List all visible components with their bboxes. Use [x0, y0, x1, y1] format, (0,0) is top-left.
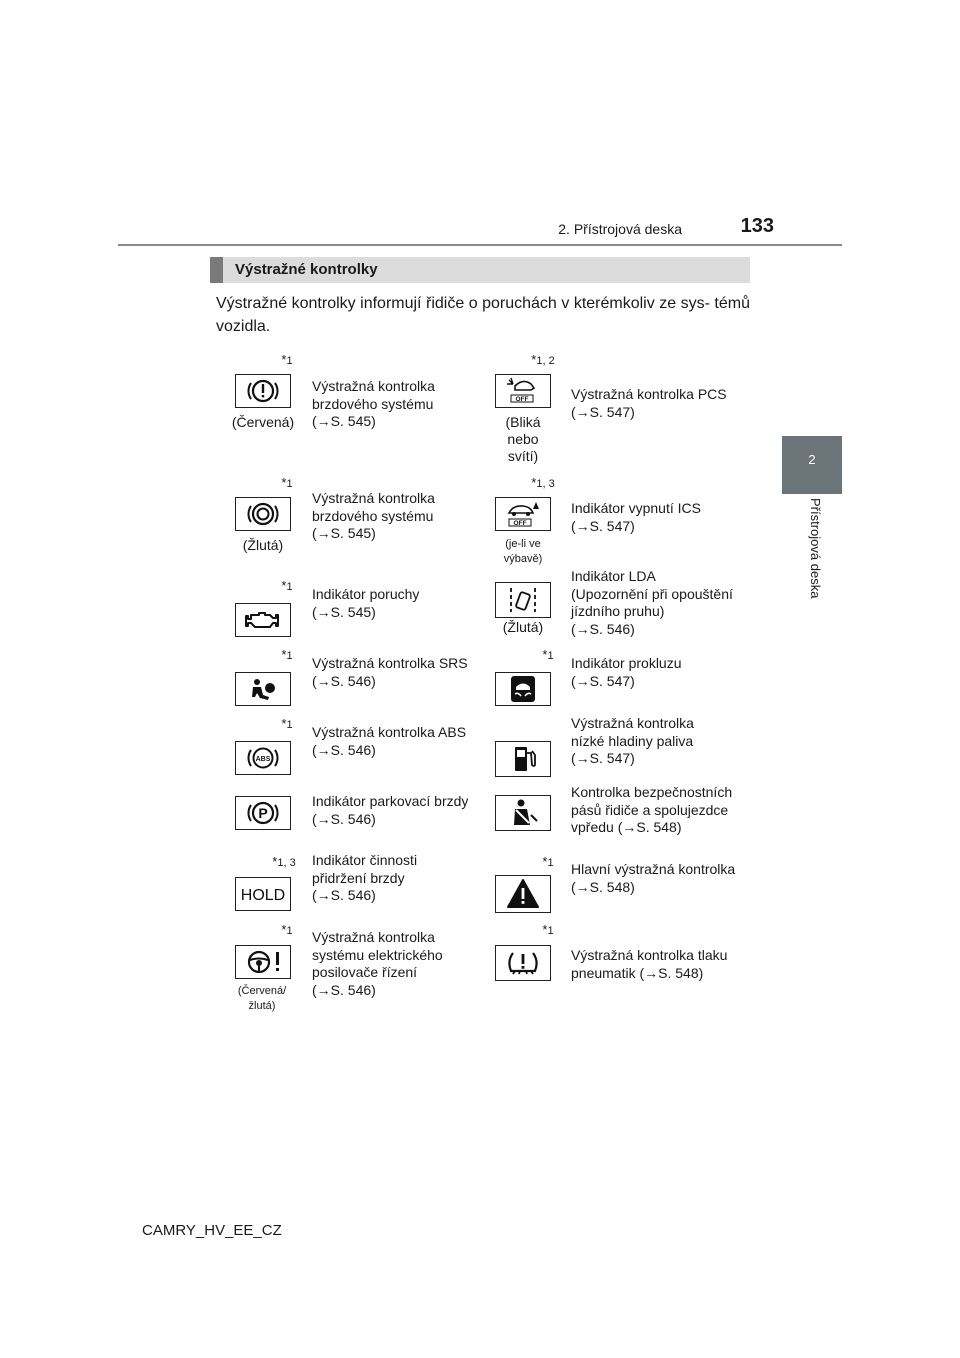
seatbelt-icon — [495, 795, 551, 831]
indicator-description: Indikátor poruchy (→S. 545) — [312, 586, 420, 620]
fuel-low-icon — [495, 741, 551, 777]
indicator-description: Indikátor vypnutí ICS (→S. 547) — [571, 500, 701, 534]
abs-icon — [235, 741, 291, 775]
svg-text:P: P — [258, 805, 268, 821]
lda-icon — [495, 582, 551, 618]
footnote-marker: *1, 2 — [531, 352, 555, 367]
section-title: Výstražné kontrolky — [235, 261, 378, 278]
svg-text:OFF: OFF — [513, 520, 527, 527]
indicator-description: Výstražná kontrolka nízké hladiny paliva (→S. 547) — [571, 715, 694, 766]
svg-text:HOLD: HOLD — [240, 887, 286, 904]
tire-pressure-icon — [495, 945, 551, 981]
svg-text:OFF: OFF — [515, 396, 529, 403]
footnote-marker: *1 — [281, 578, 293, 593]
indicator-description: Výstražná kontrolka SRS (→S. 546) — [312, 655, 468, 689]
footnote-marker: *1 — [281, 647, 293, 662]
indicator-description: Indikátor parkovací brzdy (→S. 546) — [312, 793, 469, 827]
indicator-description: Výstražná kontrolka brzdového systému (→S. 545) — [312, 490, 435, 541]
ics-off-icon — [495, 497, 551, 531]
indicator-description: Indikátor prokluzu (→S. 547) — [571, 655, 682, 689]
footnote-marker: *1, 3 — [272, 854, 296, 869]
brake-warning-circle-icon — [235, 374, 291, 408]
footnote-marker: *1 — [542, 647, 554, 662]
footnote-marker: *1 — [281, 922, 293, 937]
icon-caption: (Bliká nebo svítí) — [505, 414, 541, 464]
svg-text:ABS: ABS — [255, 756, 271, 763]
footnote-marker: *1 — [542, 854, 554, 869]
chapter-tab-number: 2 — [808, 452, 816, 467]
indicator-description: Výstražná kontrolka brzdového systému (→S. 545) — [312, 378, 435, 429]
section-header — [210, 257, 750, 283]
footnote-marker: *1 — [281, 352, 293, 367]
footnote-marker: *1 — [281, 716, 293, 731]
power-steering-icon — [235, 945, 291, 979]
indicator-description: Výstražná kontrolka PCS (→S. 547) — [571, 386, 727, 420]
icon-caption: (Červená) — [231, 414, 295, 430]
indicator-description: Indikátor činnosti přidržení brzdy (→S. 546) — [312, 852, 418, 903]
indicator-description: Hlavní výstražná kontrolka (→S. 548) — [571, 861, 736, 895]
indicator-description: Kontrolka bezpečnostních pásů řidiče a spolujezdce vpředu (→S. 548) — [571, 784, 733, 835]
brake-system-circle-icon — [235, 497, 291, 531]
icon-caption: (Žlutá) — [502, 619, 544, 635]
footnote-marker: *1, 3 — [531, 475, 555, 490]
indicator-description: Výstražná kontrolka systému elektrického posilovače řízení (→S. 546) — [312, 929, 443, 998]
hold-icon — [235, 877, 291, 911]
parking-brake-icon — [235, 796, 291, 830]
pcs-off-icon — [495, 374, 551, 408]
indicator-description: Výstražná kontrolka tlaku pneumatik (→S. 548) — [571, 947, 728, 981]
indicator-description: Výstražná kontrolka ABS (→S. 546) — [312, 724, 467, 758]
header-divider — [118, 244, 842, 246]
icon-caption: (Červená/ žlutá) — [237, 985, 287, 1012]
chapter-title: 2. Přístrojová deska — [558, 221, 682, 237]
footnote-marker: *1 — [542, 922, 554, 937]
footnote-marker: *1 — [281, 475, 293, 490]
icon-caption: (Žlutá) — [242, 537, 284, 553]
master-warning-icon — [495, 875, 551, 913]
chapter-tab-label: Přístrojová deska — [808, 498, 823, 599]
indicator-description: Indikátor LDA (Upozornění při opouštění jízdního pruhu) (→S. 546) — [571, 568, 733, 637]
check-engine-icon — [235, 603, 291, 637]
slip-indicator-icon — [495, 672, 551, 706]
icon-caption: (je-li ve výbavě) — [503, 538, 543, 565]
intro-paragraph: Výstražné kontrolky informují řidiče o poruchách v kterémkoliv ze sys- témů vozidla. — [216, 295, 750, 335]
airbag-srs-icon — [235, 672, 291, 706]
model-code: CAMRY_HV_EE_CZ — [142, 1222, 282, 1239]
page-number: 133 — [740, 215, 774, 237]
